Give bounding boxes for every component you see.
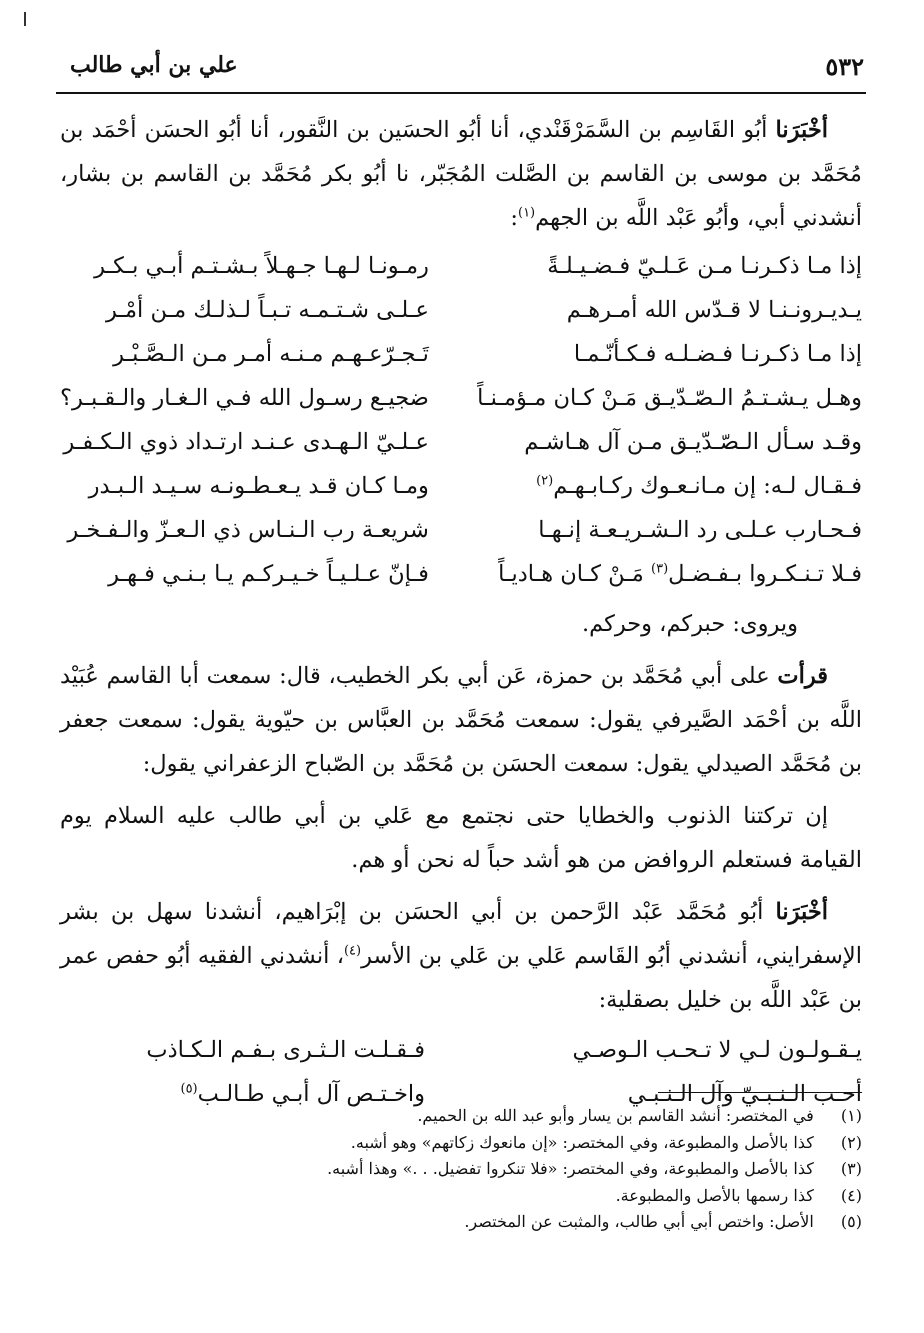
verse-first-hemistich [465, 376, 862, 420]
hemistich-text: يـقـولـون لـي لا تـحـب الـوصـي [572, 1037, 862, 1063]
paragraph-tail: : [510, 205, 518, 231]
hemistich-text: فـإنّ عـلـيـاً خـيـركـم يـا بـنـي فـهـر [108, 561, 429, 587]
hemistich-text: فـقـال لـه: إن مـانـعـوك ركـابـهـم [553, 473, 862, 499]
hemistich-text: رمـونـا لـهـا جـهـلاً بـشـتـم أبـي بـكـر [94, 253, 429, 279]
verse-line [60, 464, 862, 508]
footnote-ref: (١) [517, 205, 536, 221]
hemistich-text: واخـتـص آل أبـي طـالـب [197, 1081, 425, 1107]
footnote-ref: (٤) [343, 943, 362, 959]
verse-second-hemistich [60, 288, 465, 332]
footnotes [60, 1103, 862, 1236]
paragraph-lead-word: قرأت [777, 663, 828, 689]
verse-first-hemistich [465, 244, 862, 288]
verse-second-hemistich [60, 464, 465, 508]
paragraph-text: أبُو القَاسِم بن السَّمَرْقَنْدي، أنا أبُو الحسَين بن النَّقور، أنا أبُو الحسَن أحْمَد بن مُحَمَّد بن موسى بن القاسم بن الصَّلت المُجَبّر، نا أبُو بكر مُحَمَّد بن القاسم بن بشار، أنشدني أبي، وأبُو عَبْد اللَّه بن الجهم [60, 117, 862, 231]
verse-line [60, 244, 862, 288]
footnote [60, 1103, 862, 1130]
hemistich-text: فـحـارب عـلـى رد الـشـريـعـة إنـهـا [538, 517, 862, 543]
footnote-number: (٤) [840, 1185, 862, 1205]
verse-first-hemistich [465, 332, 862, 376]
footnote-text: الأصل: واختص أبي أبي طالب، والمثبت عن المختصر. [464, 1212, 814, 1231]
verse-line [60, 508, 862, 552]
footnote-text: كذا رسمها بالأصل والمطبوعة. [615, 1185, 814, 1205]
paragraph-isnad-1 [60, 108, 862, 240]
verse-first-hemistich [465, 420, 862, 464]
verse-second-hemistich [60, 508, 465, 552]
verse-line [60, 1028, 862, 1072]
hemistich-text: عـلـى شـتـمـه تـبـاً لـذلـك مـن أمْـر [105, 297, 429, 323]
footnote-ref: (٥) [180, 1081, 198, 1097]
verse-second-hemistich [60, 1028, 461, 1072]
hemistich-text: فـقـلـت الـثـرى بـفـم الـكـاذب [146, 1037, 425, 1063]
footnote-number: (٢) [840, 1132, 862, 1152]
footnote-ref: (٣) [651, 561, 669, 577]
hemistich-text: أحـب الـنـبـيّ وآل الـنـبـي [627, 1081, 862, 1107]
hemistich-text: إذا مـا ذكـرنـا مـن عَـلـيّ فـضـيـلـةً [547, 253, 862, 279]
hemistich-text: وقـد سـأل الـصّـدّيـق مـن آل هـاشـم [524, 429, 862, 455]
running-title: علي بن أبي طالب [70, 52, 238, 78]
footnote-number: (٥) [840, 1212, 862, 1231]
verse-second-hemistich [60, 420, 465, 464]
paragraph-text: أبُو مُحَمَّد عَبْد الرَّحمن بن أبي الحسَن بن إبْرَاهيم، أنشدنا سهل بن بشر الإسفرايني، أنشدني أبُو القَاسم عَلي بن عَلي بن الأسر [60, 899, 862, 969]
verse-line [60, 332, 862, 376]
page-header [70, 48, 864, 88]
hemistich-text: مَـنْ كـان هـاديـاً [498, 561, 652, 587]
paragraph-isnad-2 [60, 654, 862, 786]
poem-1 [60, 244, 862, 596]
verse-line [60, 376, 862, 420]
footnote-text: كذا بالأصل والمطبوعة، وفي المختصر: «إن مانعوك زكاتهم» وهو أشبه. [350, 1132, 814, 1152]
verse-first-hemistich [465, 288, 862, 332]
verse-line [60, 420, 862, 464]
footnote-number: (٣) [840, 1159, 862, 1178]
hemistich-text: تَـجـرّعـهـم مـنـه أمـر مـن الـصَّـبْـر [113, 341, 429, 367]
verse-line [60, 288, 862, 332]
paragraph-text: على أبي مُحَمَّد بن حمزة، عَن أبي بكر الخطيب، قال: سمعت أبا القاسم عُبَيْد اللَّه بن أحْمَد الصَّيرفي يقول: سمعت مُحَمَّد بن العبَّاس بن حيّوية يقول: سمعت جعفر بن مُحَمَّد الصيدلي يقول: سمعت الحسَن بن مُحَمَّد بن الصّباح الزعفراني يقول: [60, 663, 862, 777]
hemistich-text: عـلـيّ الـهـدى عـنـد ارتـداد ذوي الـكـفـر [63, 429, 429, 455]
footnote-number: (١) [840, 1106, 862, 1125]
hemistich-text: ومـا كـان قـد يـعـطـونـه سـيـد الـبـدر [88, 473, 429, 499]
paragraph-quote: إن تركتنا الذنوب والخطايا حتى نجتمع مع عَلي بن أبي طالب عليه السلام يوم القيامة فستعلم الروافض من هو أشد حباً له نحن أو هم. [60, 803, 862, 873]
page-body [60, 108, 862, 1116]
paragraph-lead-word: أخْبَرَنا [775, 117, 828, 143]
hemistich-text: شريعـة رب الـنـاس ذي الـعـزّ والـفـخـر [67, 517, 429, 543]
variant-note: ويروى: حبركم، وحركم. [582, 611, 798, 637]
verse-second-hemistich [60, 376, 465, 420]
verse-first-hemistich [465, 508, 862, 552]
footnote [60, 1156, 862, 1183]
paragraph-text: ، أنشدني الفقيه أبُو حفص عمر بن عَبْد اللَّه بن خليل بصقلية: [60, 943, 862, 1013]
scan-mark [24, 12, 26, 26]
verse-second-hemistich [60, 244, 465, 288]
hemistich-text: ضجيـع رسـول الله فـي الـغـار والـقـبـر؟ [60, 385, 429, 411]
footnote [60, 1130, 862, 1157]
paragraph-lead-word: أخْبَرَنا [775, 899, 828, 925]
page-number: ٥٣٢ [825, 52, 864, 81]
verse-line [60, 552, 862, 596]
hemistich-text: وهـل يـشـتـمُ الـصّـدّيـق مَـنْ كـان مـؤمـنـاً [477, 385, 862, 411]
footnote [60, 1209, 862, 1236]
verse-first-hemistich [461, 1028, 862, 1072]
footnote-rule [658, 1092, 862, 1093]
footnote-text: في المختصر: أنشد القاسم بن يسار وأبو عبد الله بن الحميم. [417, 1106, 814, 1125]
hemistich-text: إذا مـا ذكـرنـا فـضـلـه فـكـأنّـمـا [573, 341, 862, 367]
verse-second-hemistich [60, 332, 465, 376]
header-rule [56, 92, 866, 94]
footnote-ref: (٢) [536, 473, 554, 489]
paragraph-isnad-3 [60, 890, 862, 1022]
verse-first-hemistich [465, 552, 862, 596]
verse-second-hemistich [60, 552, 465, 596]
footnote-text: كذا بالأصل والمطبوعة، وفي المختصر: «فلا تنكروا تفضيل. . .» وهذا أشبه. [327, 1159, 814, 1178]
hemistich-text: فـلا تـنـكـروا بـفـضـل [668, 561, 862, 587]
footnote [60, 1183, 862, 1210]
hemistich-text: يـديـرونـنـا لا قـدّس الله أمـرهـم [566, 297, 862, 323]
verse-first-hemistich [465, 464, 862, 508]
